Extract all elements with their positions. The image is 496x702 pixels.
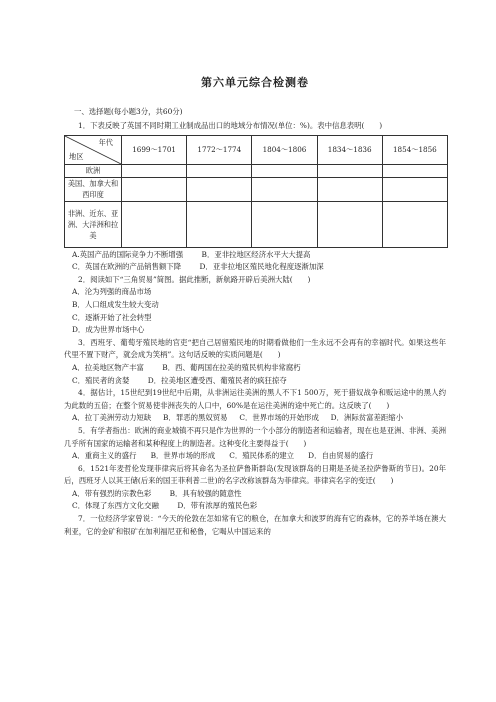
q1-option-b[interactable]: B．亚非拉地区经济水平大大提高 [201,249,311,259]
table-cell [382,177,447,201]
q6-option-a[interactable]: A．带有强烈的宗教色彩 [72,488,152,498]
page-title: 第六单元综合检测卷 [201,76,309,89]
table-cell [252,201,317,247]
q5-option-c[interactable]: C．殖民体系的建立 [229,451,295,461]
q1-table [64,135,448,248]
table-cell [122,164,187,177]
q4-options [72,412,446,425]
q3-option-d[interactable]: D．拉美地区遭受西、葡殖民者的疯狂掠夺 [147,375,287,385]
table-cell [252,164,317,177]
q5-options [72,450,446,463]
table-cell [317,164,382,177]
table-cell [122,177,187,201]
q1-options-row-2 [72,261,446,274]
table-cell [122,201,187,247]
table-header-year: 1834～1836 [317,135,382,164]
q4-stem: 4．据估计，15世纪到19世纪中后期，从非洲运往美洲的黑人不下1 500万，死于猎奴战争和贩运途中的黑人约为此数的五倍；在整个贸易使非洲丧失的人口中，60%是在运往美洲的途中死亡的。这反映了( ) [64,388,446,410]
q1-option-c[interactable]: C．英国在欧洲的产品销售额下降 [72,262,182,272]
table-row [65,201,448,247]
q3-option-a[interactable]: A．拉美地区物产丰富 [72,362,144,372]
q3-options-row-1 [72,362,446,375]
q1-options-row-1 [72,249,446,262]
q3-option-c[interactable]: C．殖民者的贪婪 [72,375,130,385]
corner-bottom-label: 地区 [69,151,84,161]
corner-top-label: 年代 [98,137,113,147]
q2-option-b[interactable]: B．人口组成发生较大变动 [72,299,159,309]
q4-option-c[interactable]: C．世界市场的开始形成 [239,413,319,423]
q1-stem: 1．下表反映了英国不同时期工业制成品出口的地域分布情况(单位：%)。表中信息表明( ) [78,121,383,130]
table-cell [317,201,382,247]
table-header-year: 1772～1774 [187,135,252,164]
table-cell [187,164,252,177]
q7-stem: 7．一位经济学家曾说：“今天的伦敦在怎如常有它的粮仓，在加拿大和波罗的海有它的森林，它的养羊场在澳大利亚，它的金矿和银矿在加利福尼亚和秘鲁，它喝从中国运来的 [64,514,446,536]
q4-option-a[interactable]: A．拉丁美洲劳动力短缺 [72,413,152,423]
table-corner-cell [65,135,122,164]
q6-stem: 6．1521年麦哲伦发现菲律宾后将其命名为圣拉萨鲁斯群岛(发现该群岛的日期是圣徒圣拉萨鲁斯的节日)。20年后，西班牙人以其王储(后来的国王菲利普二世)的名字改称该群岛为菲律宾。菲律宾名字的变迁( ) [64,463,446,486]
q6-option-c[interactable]: C．体现了东西方文化交融 [72,501,159,511]
table-cell [252,177,317,201]
table-header-year: 1699～1701 [122,135,187,164]
table-region-cell: 欧洲 [65,164,122,177]
table-cell [187,201,252,247]
q2-option-d[interactable]: D．成为世界市场中心 [72,325,145,335]
q3-options-row-2 [72,375,446,388]
q4-option-d[interactable]: D．洲际贫富差距缩小 [330,413,404,423]
q1-option-a[interactable]: A.英国产品的国际竞争力不断增强 [72,249,184,259]
q2-stem: 2．阅读如下“三角贸易”简图。据此推断，新航路开辟后美洲大陆( ) [78,274,311,284]
q5-option-d[interactable]: D．自由贸易的盛行 [308,451,374,461]
table-region-cell: 非洲、近东、亚洲、大洋洲和拉美 [65,201,122,247]
q5-option-a[interactable]: A．重商主义的盛行 [72,451,137,461]
q2-option-c[interactable]: C．逐渐开始了社会转型 [72,312,152,322]
table-region-cell: 美国、加拿大和西印度 [65,177,122,201]
table-cell [317,177,382,201]
table-cell [187,177,252,201]
table-header-year: 1804～1806 [252,135,317,164]
q4-option-b[interactable]: B．罪恶的黑奴贸易 [163,413,228,423]
q3-option-b[interactable]: B．西、葡两国在拉美的殖民机构非常腐朽 [162,362,301,372]
table-row [65,164,448,177]
table-row [65,177,448,201]
q2-option-a[interactable]: A．沦为列强的商品市场 [72,287,152,297]
table-cell [382,201,447,247]
q3-stem: 3．西班牙、葡萄牙殖民地的官吏“把自己居留殖民地的时期看做他们一生永远不会再有的幸福时代。如果这些年代里不置下财产，就会成为笑柄”。这句话反映的实质问题是( ) [64,337,446,360]
table-header-year: 1854～1856 [382,135,447,164]
q6-options-row-2 [72,500,446,513]
q5-stem: 5．有学者指出：欧洲的商业城镇不再只是作为世界的一个小部分的制造者和运输者，现在也是亚洲、非洲、美洲几乎所有国家的运输者和某种程度上的制造者。这种变化主要得益于( ) [64,425,446,448]
table-cell [382,164,447,177]
q1-option-d[interactable]: D．亚非拉地区殖民地化程度逐渐加深 [199,262,324,272]
table-header-row [65,135,448,164]
q5-option-b[interactable]: B．世界市场的形成 [150,451,216,461]
q6-option-d[interactable]: D．带有浓厚的殖民色彩 [177,501,258,511]
section-heading: 一、选择题(每小题3分，共60分) [74,107,183,116]
q6-options-row-1 [72,488,446,501]
q6-option-b[interactable]: B．具有较强的随意性 [169,488,242,498]
